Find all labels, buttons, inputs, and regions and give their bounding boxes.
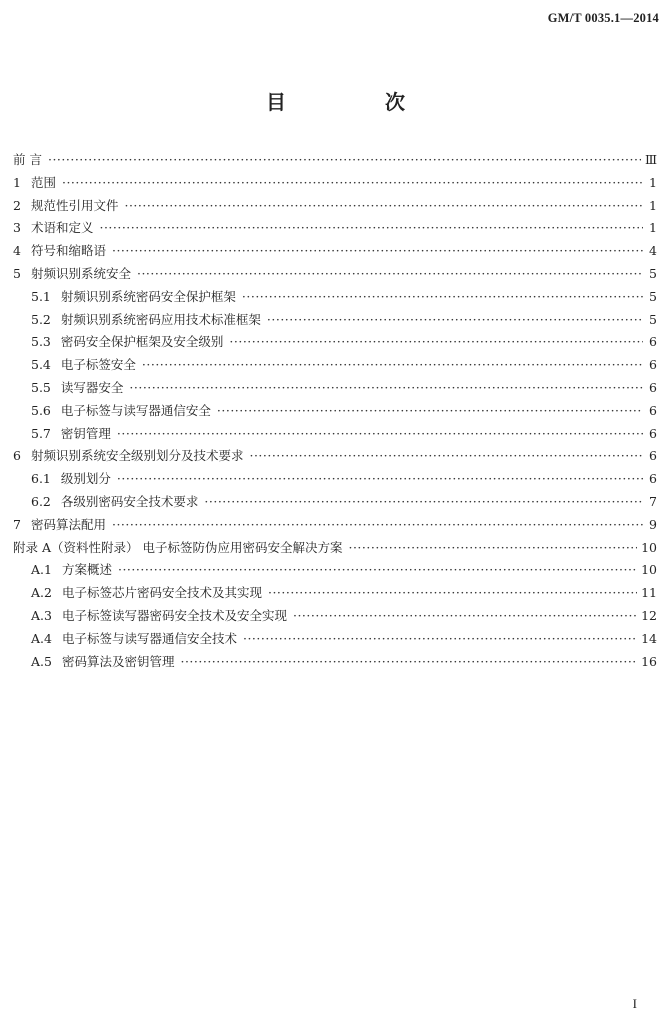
toc-entry[interactable] xyxy=(13,471,657,494)
toc-entry-label: 范围 xyxy=(30,174,56,190)
toc-entry-number: 6.2 xyxy=(31,493,51,509)
dot-leader xyxy=(118,562,637,578)
toc-entry[interactable] xyxy=(13,289,657,312)
toc-entry[interactable] xyxy=(13,426,657,449)
toc-entry-page: 9 xyxy=(649,516,657,532)
dot-leader xyxy=(117,426,643,442)
toc-entry-page: 4 xyxy=(649,243,657,259)
toc-entry-label: 密码算法配用 xyxy=(30,516,106,532)
dot-leader xyxy=(112,517,643,533)
dot-leader xyxy=(204,494,643,510)
toc-entry-number: 3 xyxy=(13,220,21,236)
toc-entry[interactable] xyxy=(13,175,657,198)
toc-entry-number: 4 xyxy=(13,243,21,259)
toc-entry-page: 6 xyxy=(649,402,657,418)
toc-entry[interactable] xyxy=(13,517,657,540)
toc-entry-page: 10 xyxy=(641,562,657,578)
toc-list xyxy=(13,152,657,676)
toc-entry-page: 1 xyxy=(649,220,657,236)
dot-leader xyxy=(129,380,643,396)
toc-entry-page: 16 xyxy=(641,653,657,669)
toc-entry-page: 14 xyxy=(641,630,657,646)
toc-entry-page: 7 xyxy=(649,493,657,509)
dot-leader xyxy=(249,448,643,464)
toc-entry-number: 5 xyxy=(13,265,21,281)
toc-entry-label: 电子标签与读写器通信安全技术 xyxy=(61,630,237,646)
toc-entry-label: 电子标签芯片密码安全技术及其实现 xyxy=(61,585,262,601)
toc-entry-number: 5.5 xyxy=(31,379,51,395)
toc-entry[interactable] xyxy=(13,494,657,517)
toc-entry[interactable] xyxy=(13,152,657,175)
dot-leader xyxy=(99,220,643,236)
toc-entry-page: 1 xyxy=(649,174,657,190)
toc-entry-label: 射频识别系统密码应用技术标准框架 xyxy=(60,311,261,327)
toc-entry-number: 6 xyxy=(13,448,21,464)
toc-entry-label: 电子标签读写器密码安全技术及安全实现 xyxy=(61,607,287,623)
toc-entry-page: 6 xyxy=(649,334,657,350)
dot-leader xyxy=(137,266,643,282)
dot-leader xyxy=(180,654,637,670)
toc-entry-label: 射频识别系统密码安全保护框架 xyxy=(60,288,236,304)
toc-entry-label: 各级别密码安全技术要求 xyxy=(60,493,199,509)
toc-entry-number: 5.7 xyxy=(31,425,51,441)
toc-entry[interactable] xyxy=(13,631,657,654)
toc-entry[interactable] xyxy=(13,266,657,289)
toc-entry-number: A.5 xyxy=(31,653,52,669)
toc-entry-page: 11 xyxy=(641,585,657,601)
dot-leader xyxy=(117,471,643,487)
toc-entry-label: 密钥管理 xyxy=(60,425,111,441)
toc-entry-page: Ⅲ xyxy=(644,152,657,167)
toc-entry-number: A.4 xyxy=(31,630,52,646)
dot-leader xyxy=(293,608,637,624)
dot-leader xyxy=(48,152,641,168)
toc-entry-page: 6 xyxy=(649,471,657,487)
toc-entry-page: 6 xyxy=(649,425,657,441)
toc-entry[interactable] xyxy=(13,380,657,403)
toc-entry-page: 5 xyxy=(649,288,657,304)
dot-leader xyxy=(112,243,643,259)
toc-entry-label: 附录 A（资料性附录） 电子标签防伪应用密码安全解决方案 xyxy=(13,539,343,555)
toc-entry[interactable] xyxy=(13,403,657,426)
toc-entry-number: 5.2 xyxy=(31,311,51,327)
toc-entry[interactable] xyxy=(13,198,657,221)
toc-entry-number: A.3 xyxy=(31,607,52,623)
toc-entry-label: 级别划分 xyxy=(60,471,111,487)
toc-entry[interactable] xyxy=(13,357,657,380)
toc-entry-label: 读写器安全 xyxy=(60,379,124,395)
dot-leader xyxy=(242,289,643,305)
toc-entry-label: 射频识别系统安全 xyxy=(30,265,131,281)
toc-entry-number: 5.6 xyxy=(31,402,51,418)
toc-entry-page: 6 xyxy=(649,379,657,395)
footer-page-number: I xyxy=(632,996,637,1011)
toc-entry[interactable] xyxy=(13,654,657,677)
standard-code: GM/T 0035.1—2014 xyxy=(547,11,659,25)
dot-leader xyxy=(229,334,643,350)
toc-entry-page: 5 xyxy=(649,311,657,327)
toc-entry-number: A.1 xyxy=(31,562,52,578)
toc-entry-number: 2 xyxy=(13,197,21,213)
toc-entry-label: 方案概述 xyxy=(61,562,112,578)
toc-entry[interactable] xyxy=(13,334,657,357)
toc-entry[interactable] xyxy=(13,243,657,266)
toc-entry[interactable] xyxy=(13,585,657,608)
toc-entry[interactable] xyxy=(13,312,657,335)
toc-entry-page: 10 xyxy=(641,539,657,555)
toc-entry-label: 密码安全保护框架及安全级别 xyxy=(60,334,224,350)
toc-entry-number: 5.1 xyxy=(31,288,51,304)
toc-entry-number: 7 xyxy=(13,516,21,532)
toc-entry-label: 射频识别系统安全级别划分及技术要求 xyxy=(30,448,244,464)
toc-entry-number: 5.4 xyxy=(31,357,51,373)
dot-leader xyxy=(62,175,643,191)
dot-leader xyxy=(217,403,643,419)
toc-entry-label: 术语和定义 xyxy=(30,220,94,236)
dot-leader xyxy=(243,631,637,647)
dot-leader xyxy=(267,312,643,328)
toc-entry-page: 6 xyxy=(649,357,657,373)
toc-entry-label: 前 言 xyxy=(13,152,42,167)
toc-entry[interactable] xyxy=(13,448,657,471)
dot-leader xyxy=(348,540,637,556)
dot-leader xyxy=(124,198,643,214)
toc-entry-number: 6.1 xyxy=(31,471,51,487)
toc-entry-label: 电子标签与读写器通信安全 xyxy=(60,402,211,418)
toc-entry-page: 1 xyxy=(649,197,657,213)
toc-entry-label: 符号和缩略语 xyxy=(30,243,106,259)
toc-entry[interactable] xyxy=(13,220,657,243)
toc-entry[interactable] xyxy=(13,540,657,563)
toc-entry-page: 5 xyxy=(649,265,657,281)
toc-entry-number: 1 xyxy=(13,174,21,190)
toc-title: 目 次 xyxy=(266,90,451,114)
toc-entry-label: 电子标签安全 xyxy=(60,357,136,373)
dot-leader xyxy=(142,357,643,373)
toc-entry-number: A.2 xyxy=(31,585,52,601)
toc-entry-label: 规范性引用文件 xyxy=(30,197,119,213)
toc-entry[interactable] xyxy=(13,608,657,631)
toc-entry-number: 5.3 xyxy=(31,334,51,350)
toc-entry[interactable] xyxy=(13,562,657,585)
toc-entry-label: 密码算法及密钥管理 xyxy=(61,653,175,669)
dot-leader xyxy=(268,585,637,601)
toc-entry-page: 12 xyxy=(641,607,657,623)
toc-entry-page: 6 xyxy=(649,448,657,464)
